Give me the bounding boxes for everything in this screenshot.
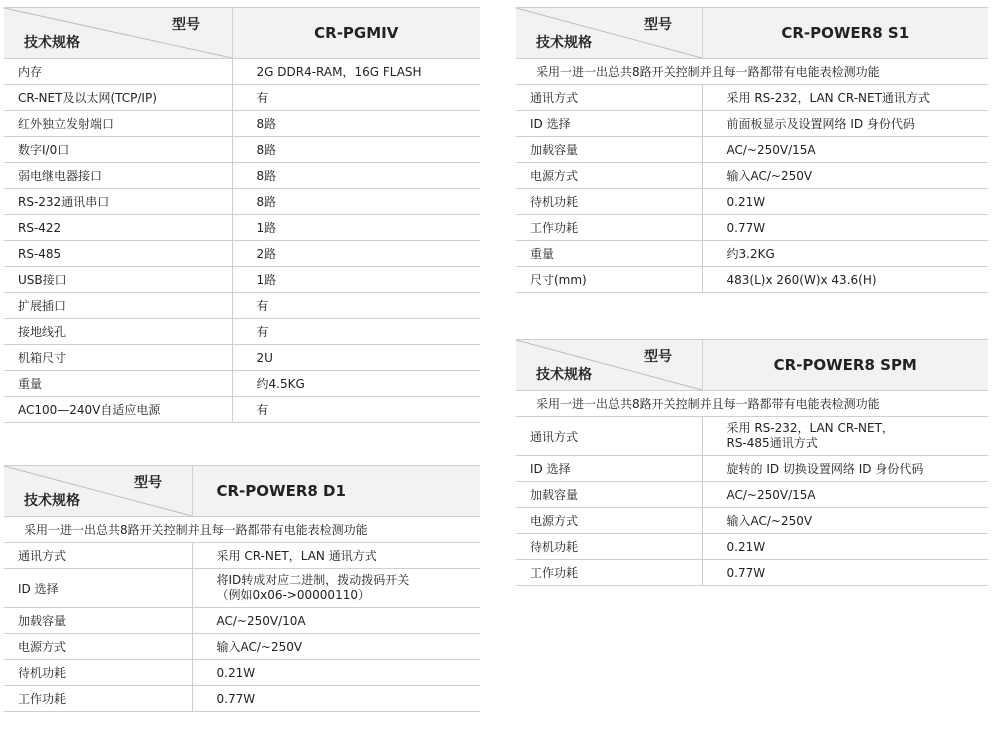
spec-key: 待机功耗 <box>4 660 192 686</box>
spec-key: 尺寸(mm) <box>516 267 702 293</box>
table-row <box>4 686 480 712</box>
spec-key: 通讯方式 <box>4 543 192 569</box>
spec-value: 采用 RS-232，LAN CR-NET， RS-485通讯方式 <box>702 417 988 456</box>
spec-value: 有 <box>232 319 480 345</box>
table-row <box>4 163 480 189</box>
spec-value: 0.77W <box>702 560 988 586</box>
table-row <box>516 482 988 508</box>
spec-key: 工作功耗 <box>4 686 192 712</box>
model-label: 型号 <box>644 17 672 33</box>
spec-value: 8路 <box>232 189 480 215</box>
table-row <box>516 241 988 267</box>
spec-value: 8路 <box>232 163 480 189</box>
spec-value: 8路 <box>232 137 480 163</box>
spec-key: 机箱尺寸 <box>4 345 232 371</box>
spec-key: RS-422 <box>4 215 232 241</box>
table-note: 采用一进一出总共8路开关控制并且每一路都带有电能表检测功能 <box>516 59 988 85</box>
table-row <box>4 608 480 634</box>
spec-value: 2路 <box>232 241 480 267</box>
header-diagonal-cell <box>516 340 702 391</box>
table-row <box>4 293 480 319</box>
spec-value: 2G DDR4-RAM，16G FLASH <box>232 59 480 85</box>
spec-key: 重量 <box>516 241 702 267</box>
spec-value: 采用 RS-232，LAN CR-NET通讯方式 <box>702 85 988 111</box>
spec-value: 0.21W <box>192 660 480 686</box>
spec-table-cr-power8-d1 <box>4 465 480 712</box>
spec-key: 待机功耗 <box>516 189 702 215</box>
spec-value: 8路 <box>232 111 480 137</box>
spec-key: 电源方式 <box>516 163 702 189</box>
table-row <box>516 267 988 293</box>
model-name: CR-PGMIV <box>232 8 480 59</box>
table-note: 采用一进一出总共8路开关控制并且每一路都带有电能表检测功能 <box>516 391 988 417</box>
spec-key: 通讯方式 <box>516 85 702 111</box>
model-name: CR-POWER8 S1 <box>702 8 988 59</box>
table-row <box>4 319 480 345</box>
spec-value: 0.77W <box>702 215 988 241</box>
table-row <box>4 634 480 660</box>
spec-value: 483(L)x 260(W)x 43.6(H) <box>702 267 988 293</box>
spec-value: 0.77W <box>192 686 480 712</box>
spec-key: 通讯方式 <box>516 417 702 456</box>
table-row <box>516 189 988 215</box>
model-label: 型号 <box>172 17 200 33</box>
spec-key: 待机功耗 <box>516 534 702 560</box>
model-name: CR-POWER8 D1 <box>192 466 480 517</box>
spec-key: USB接口 <box>4 267 232 293</box>
table-row <box>4 660 480 686</box>
spec-value: 0.21W <box>702 534 988 560</box>
table-row <box>516 137 988 163</box>
spec-value: 将ID转成对应二进制，拨动拨码开关 （例如0x06->00000110） <box>192 569 480 608</box>
spec-value: 前面板显示及设置网络 ID 身份代码 <box>702 111 988 137</box>
table-row <box>4 397 480 423</box>
table-note-row <box>4 517 480 543</box>
spec-value: 1路 <box>232 267 480 293</box>
table-row <box>516 85 988 111</box>
table-row <box>516 215 988 241</box>
spec-value: 输入AC/~250V <box>702 163 988 189</box>
spec-label: 技术规格 <box>536 35 592 51</box>
spec-key: 重量 <box>4 371 232 397</box>
spec-key: 工作功耗 <box>516 215 702 241</box>
spec-key: 电源方式 <box>516 508 702 534</box>
spec-key: 内存 <box>4 59 232 85</box>
spec-key: 加载容量 <box>4 608 192 634</box>
table-row <box>516 456 988 482</box>
table-row <box>4 371 480 397</box>
spec-key: ID 选择 <box>516 456 702 482</box>
spec-value: 采用 CR-NET，LAN 通讯方式 <box>192 543 480 569</box>
spec-value: AC/~250V/15A <box>702 482 988 508</box>
spec-value: 输入AC/~250V <box>702 508 988 534</box>
table-row <box>4 215 480 241</box>
table-row <box>4 137 480 163</box>
spec-label: 技术规格 <box>24 35 80 51</box>
spec-value: 旋转的 ID 切换设置网络 ID 身份代码 <box>702 456 988 482</box>
spec-value: 约3.2KG <box>702 241 988 267</box>
spec-value: 1路 <box>232 215 480 241</box>
spec-key: ID 选择 <box>4 569 192 608</box>
spec-value: 有 <box>232 293 480 319</box>
spec-value: 有 <box>232 397 480 423</box>
table-note-row <box>516 59 988 85</box>
spec-key: CR-NET及以太网(TCP/IP) <box>4 85 232 111</box>
table-row <box>4 59 480 85</box>
table-note-row <box>516 391 988 417</box>
spec-value: 2U <box>232 345 480 371</box>
table-row <box>4 267 480 293</box>
spec-key: AC100—240V自适应电源 <box>4 397 232 423</box>
table-note: 采用一进一出总共8路开关控制并且每一路都带有电能表检测功能 <box>4 517 480 543</box>
spec-value: AC/~250V/10A <box>192 608 480 634</box>
spec-table-cr-pgmiv <box>4 7 480 423</box>
header-diagonal-cell <box>4 8 232 59</box>
model-label: 型号 <box>134 475 162 491</box>
spec-value: 有 <box>232 85 480 111</box>
spec-table-cr-power8-spm <box>516 339 988 586</box>
spec-value: 输入AC/~250V <box>192 634 480 660</box>
table-row <box>516 163 988 189</box>
spec-key: 扩展插口 <box>4 293 232 319</box>
spec-table-cr-power8-s1 <box>516 7 988 293</box>
spec-value: AC/~250V/15A <box>702 137 988 163</box>
spec-key: 接地线孔 <box>4 319 232 345</box>
spec-value: 约4.5KG <box>232 371 480 397</box>
table-row <box>516 534 988 560</box>
table-row <box>516 508 988 534</box>
spec-key: 加载容量 <box>516 137 702 163</box>
model-label: 型号 <box>644 349 672 365</box>
table-row <box>4 189 480 215</box>
spec-key: 红外独立发射端口 <box>4 111 232 137</box>
spec-key: 工作功耗 <box>516 560 702 586</box>
table-row <box>516 417 988 456</box>
spec-label: 技术规格 <box>536 367 592 383</box>
table-row <box>4 569 480 608</box>
header-diagonal-cell <box>516 8 702 59</box>
model-name: CR-POWER8 SPM <box>702 340 988 391</box>
spec-label: 技术规格 <box>24 493 80 509</box>
spec-value: 0.21W <box>702 189 988 215</box>
spec-key: ID 选择 <box>516 111 702 137</box>
table-row <box>4 345 480 371</box>
table-row <box>4 111 480 137</box>
spec-key: RS-232通讯串口 <box>4 189 232 215</box>
spec-key: 加载容量 <box>516 482 702 508</box>
spec-key: 电源方式 <box>4 634 192 660</box>
table-row <box>4 543 480 569</box>
header-diagonal-cell <box>4 466 192 517</box>
spec-key: 弱电继电器接口 <box>4 163 232 189</box>
table-row <box>4 85 480 111</box>
spec-key: 数字I/0口 <box>4 137 232 163</box>
table-row <box>4 241 480 267</box>
spec-key: RS-485 <box>4 241 232 267</box>
table-row <box>516 560 988 586</box>
table-row <box>516 111 988 137</box>
